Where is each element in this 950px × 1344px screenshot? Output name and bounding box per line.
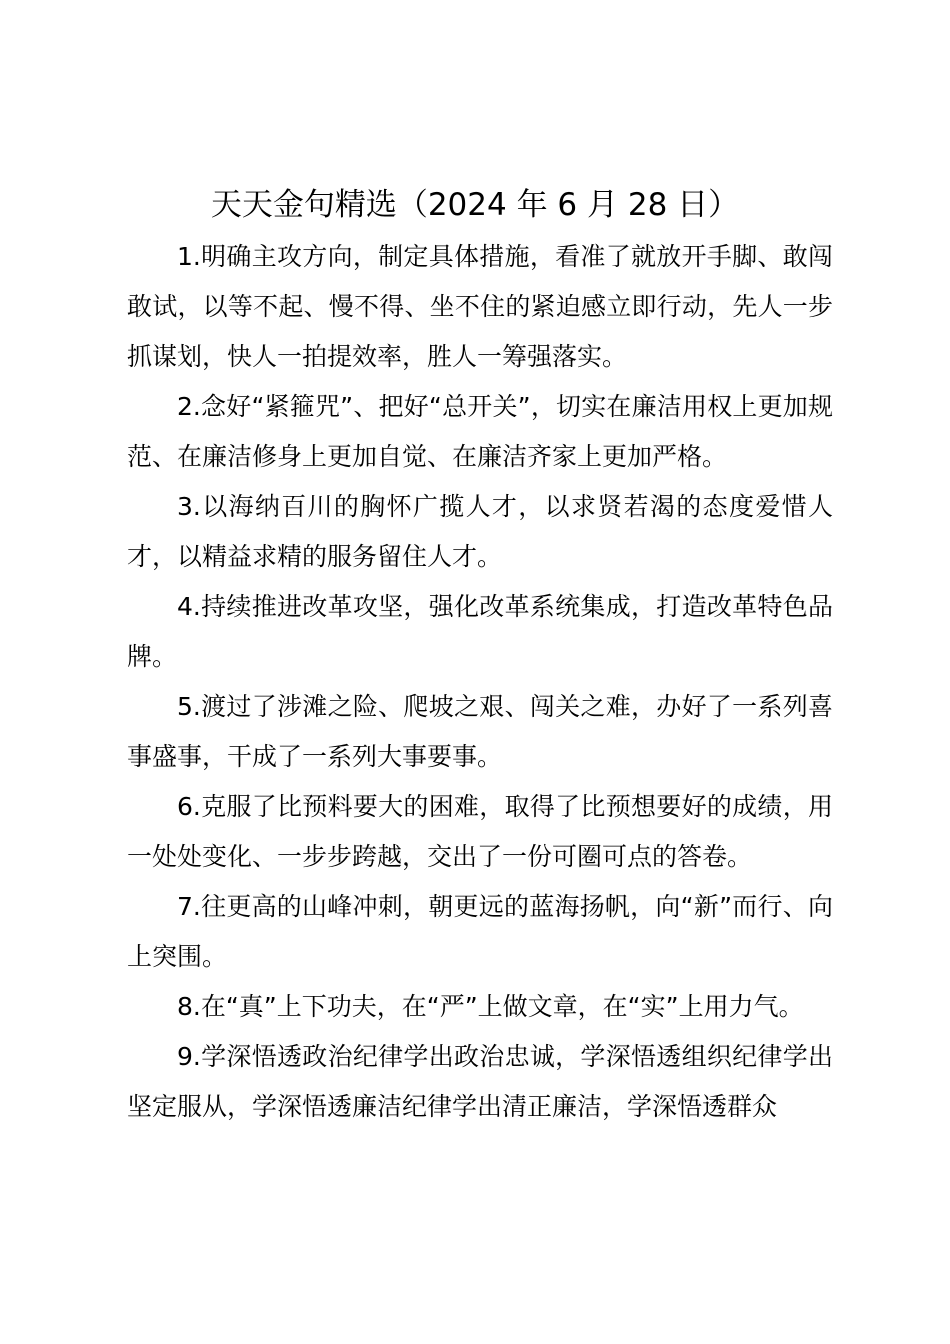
paragraph-3: 3.以海纳百川的胸怀广揽人才，以求贤若渴的态度爱惜人才，以精益求精的服务留住人才。 (127, 492, 833, 571)
paragraph-9: 9.学深悟透政治纪律学出政治忠诚，学深悟透组织纪律学出坚定服从，学深悟透廉洁纪律学出清正廉洁，学深悟透群众 (127, 1042, 833, 1121)
document-body (127, 232, 833, 1132)
paragraph-8: 8.在“真”上下功夫，在“严”上做文章，在“实”上用力气。 (177, 992, 804, 1021)
paragraph-6: 6.克服了比预料要大的困难，取得了比预想要好的成绩，用一处处变化、一步步跨越，交出了一份可圈可点的答卷。 (127, 792, 833, 871)
paragraph-4: 4.持续推进改革攻坚，强化改革系统集成，打造改革特色品牌。 (127, 592, 833, 671)
paragraph-7: 7.往更高的山峰冲刺，朝更远的蓝海扬帆，向“新”而行、向上突围。 (127, 892, 833, 971)
paragraph-2: 2.念好“紧箍咒”、把好“总开关”，切实在廉洁用权上更加规范、在廉洁修身上更加自觉、在廉洁齐家上更加严格。 (127, 392, 833, 471)
paragraph-1: 1.明确主攻方向，制定具体措施，看准了就放开手脚、敢闯敢试，以等不起、慢不得、坐不住的紧迫感立即行动，先人一步抓谋划，快人一拍提效率，胜人一筹强落实。 (127, 242, 833, 371)
paragraph-5: 5.渡过了涉滩之险、爬坡之艰、闯关之难，办好了一系列喜事盛事，干成了一系列大事要事。 (127, 692, 833, 771)
document-title: 天天金句精选（2024 年 6 月 28 日） (210, 187, 740, 223)
